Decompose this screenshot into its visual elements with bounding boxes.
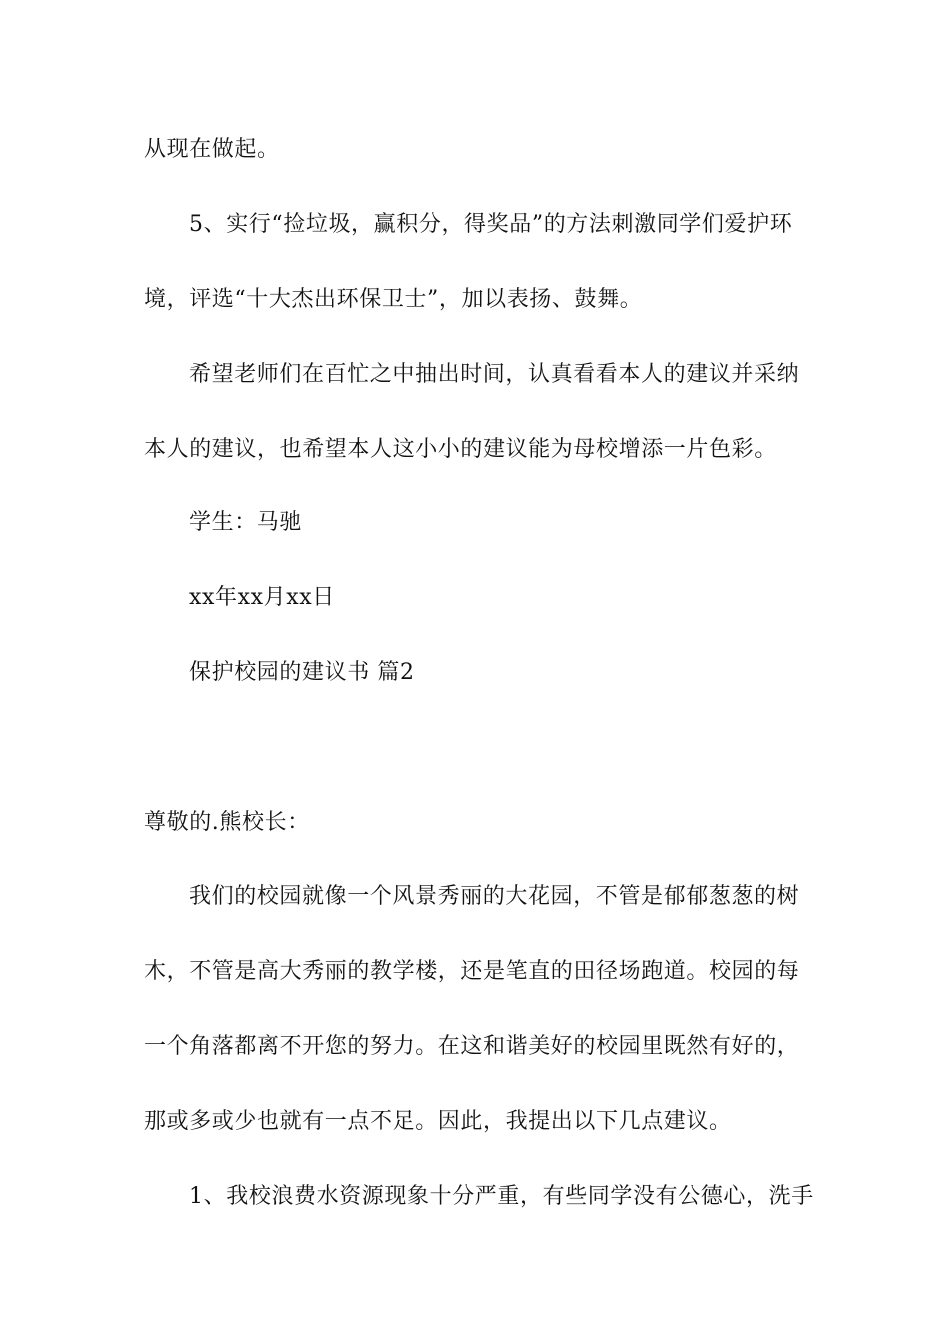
paragraph-line: 从现在做起。 xyxy=(144,137,280,162)
date-line: xx年xx月xx日 xyxy=(189,585,335,610)
paragraph-line: 希望老师们在百忙之中抽出时间，认真看看本人的建议并采纳 xyxy=(189,362,800,387)
paragraph-line: 一个角落都离不开您的努力。在这和谐美好的校园里既然有好的， xyxy=(144,1034,800,1059)
paragraph-line: 5、实行“捡垃圾，赢积分，得奖品”的方法刺激同学们爱护环 xyxy=(189,212,793,237)
paragraph-line: 木，不管是高大秀丽的教学楼，还是笔直的田径场跑道。校园的每 xyxy=(144,959,800,984)
signature-line: 学生：马驰 xyxy=(189,510,303,535)
paragraph-line: 我们的校园就像一个风景秀丽的大花园，不管是郁郁葱葱的树 xyxy=(189,884,800,909)
paragraph-line: 1、我校浪费水资源现象十分严重，有些同学没有公德心，洗手 xyxy=(189,1184,814,1209)
salutation-line: 尊敬的.熊校长： xyxy=(144,810,310,835)
paragraph-line: 境，评选“十大杰出环保卫士”，加以表扬、鼓舞。 xyxy=(144,287,643,312)
paragraph-line: 那或多或少也就有一点不足。因此，我提出以下几点建议。 xyxy=(144,1109,732,1134)
section-heading: 保护校园的建议书 篇2 xyxy=(189,660,415,685)
paragraph-line: 本人的建议，也希望本人这小小的建议能为母校增添一片色彩。 xyxy=(144,437,777,462)
